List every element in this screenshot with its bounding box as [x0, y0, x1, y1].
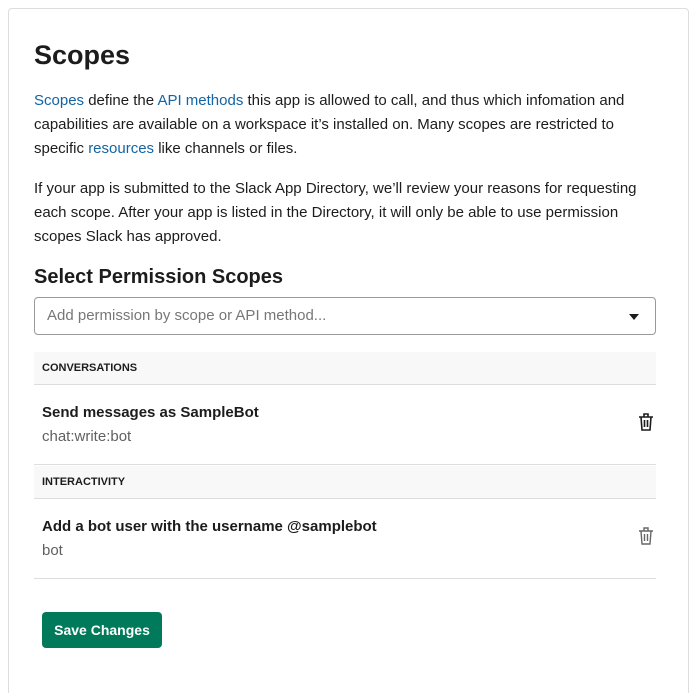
save-changes-button[interactable]: Save Changes	[42, 612, 162, 648]
scope-name: chat:write:bot	[42, 428, 132, 445]
intro-text-3: like channels or files.	[154, 140, 298, 157]
select-heading: Select Permission Scopes	[34, 266, 284, 288]
intro-text-2: this app is allowed to call, and thus which infomation and capabilities are available on a workspace it’s installed on. Many scopes are restricted to specific	[34, 92, 625, 157]
scopes-link[interactable]: Scopes	[34, 92, 85, 109]
caret-down-icon[interactable]	[629, 314, 639, 320]
intro-text	[34, 89, 664, 161]
select-placeholder: Add permission by scope or API method...	[47, 307, 327, 324]
group-header-interactivity: INTERACTIVITY	[34, 466, 656, 499]
group-header-conversations: CONVERSATIONS	[34, 352, 656, 385]
scope-title: Send messages as SampleBot	[42, 404, 259, 421]
permission-scope-select[interactable]	[34, 297, 656, 335]
resources-link[interactable]: resources	[88, 140, 155, 157]
api-methods-link[interactable]: API methods	[157, 92, 244, 109]
intro-text-1: define the	[84, 92, 158, 109]
page-title: Scopes	[34, 40, 131, 70]
trash-icon[interactable]	[638, 526, 654, 545]
scope-name: bot	[42, 542, 63, 559]
scope-title: Add a bot user with the username @samplebot	[42, 518, 377, 535]
trash-icon[interactable]	[638, 412, 654, 431]
scope-item	[34, 385, 656, 465]
scope-item	[34, 499, 656, 579]
review-text: If your app is submitted to the Slack App Directory, we’ll review your reasons for requesting each scope. After your app is listed in the Directory, it will only be able to use permission scopes Slack has approved.	[34, 180, 637, 245]
